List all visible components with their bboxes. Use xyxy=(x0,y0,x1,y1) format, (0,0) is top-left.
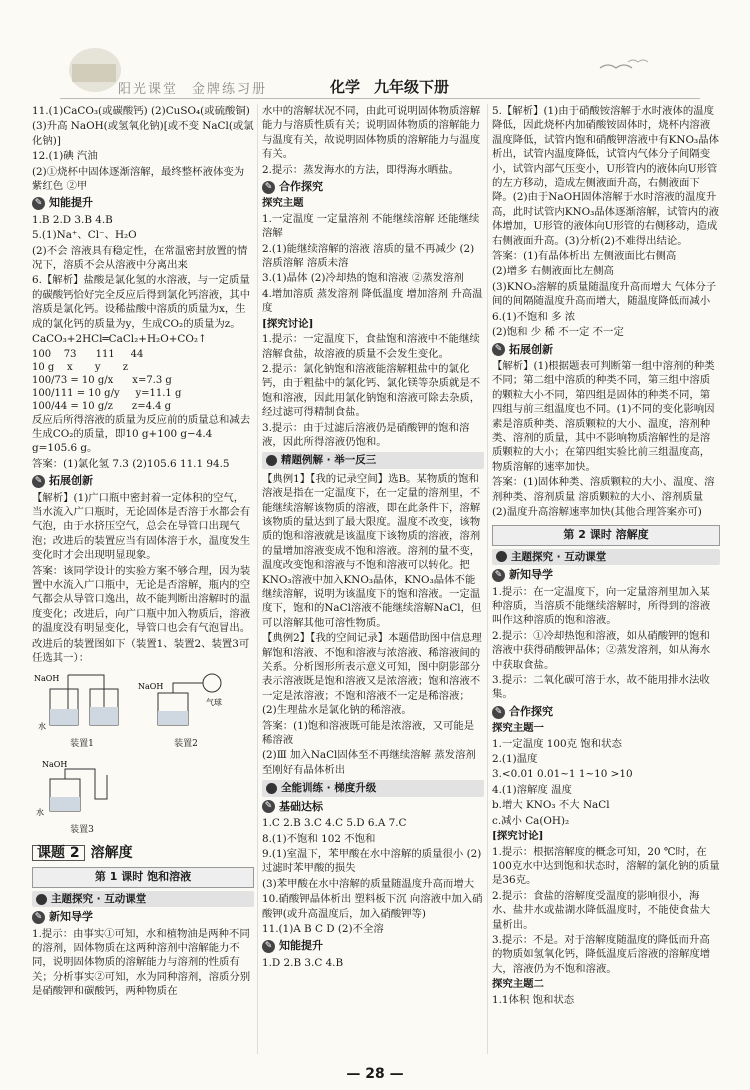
lesson-title: 第 1 课时 饱和溶液 xyxy=(32,867,254,887)
balloon-apparatus-icon xyxy=(136,669,236,731)
answer-item: 12.(1)碘 汽油 xyxy=(32,150,98,163)
answer-item: 2.(1)温度 xyxy=(492,753,538,766)
answer-item: 答案：该同学设计的实验方案不够合理，因为装置中水流入广口瓶中，无论是否溶解，瓶内的空气都会从导管口逸出，故不能判断出溶解时的温度变化；改进后，向广口瓶中加入物质后，溶液的温度没有明显变化，导管口也会有气泡冒出。 xyxy=(32,564,251,635)
answer-item: (2)不会 溶液具有稳定性，在常温密封放置的情况下，溶质不会从溶液中分离出来 xyxy=(32,244,248,272)
pen-icon: ✎ xyxy=(262,181,275,194)
answer-item: 1.提示：在一定温度下，向一定量溶剂里加入某种溶质，当溶质不能继续溶解时，所得到的溶液叫作这种溶质的饱和溶液。 xyxy=(492,585,711,627)
answer-item: 2.(1)能继续溶解的溶液 溶质的量不再减少 (2)溶质溶解 溶质未溶 xyxy=(262,242,475,270)
pen-icon: ✎ xyxy=(262,940,275,953)
answer-item: (2)饱和 少 稀 不一定 不一定 xyxy=(492,326,624,339)
section-bar: 全能训练 · 梯度升级 xyxy=(262,780,484,796)
pen-icon: ✎ xyxy=(32,197,45,210)
answer-item: 3.(1)晶体 (2)冷却热的饱和溶液 ②蒸发溶剂 xyxy=(262,272,464,285)
section-bar: 主题探究 · 互动课堂 xyxy=(32,891,254,907)
svg-text:水: 水 xyxy=(38,722,46,732)
section-heading: ✎ 合作探究 xyxy=(262,180,484,194)
answer-item: 答案：(1)氯化氢 7.3 (2)105.6 11.1 94.5 xyxy=(32,457,230,470)
answer-item: 3.提示：由于过滤后溶液仍是硝酸钾的饱和溶液，因此所得溶液仍饱和。 xyxy=(262,421,470,448)
answer-item: 1.提示：由事实①可知，水和植物油是两种不同的溶剂，固体物质在这两种溶剂中溶解能力不同，说明固体物质的溶解能力与溶剂的性质有关；分析事实②可知，水为同种溶剂，溶质分别是硝酸钾和碳酸钙，两种物质在 xyxy=(32,927,251,998)
lesson-title: 第 2 课时 溶解度 xyxy=(492,525,720,545)
column-left xyxy=(32,104,254,1064)
subject-title: 化学 九年级下册 xyxy=(330,78,450,96)
svg-text:NaOH: NaOH xyxy=(42,760,68,770)
column-divider xyxy=(257,104,258,1054)
answer-item: 1.1体积 饱和状态 xyxy=(492,993,575,1006)
answer-item: (3)KNO₃溶解的质量随温度升高而增大 气体分子间的间隔随温度升高而增大，随温度降低而减小 xyxy=(492,280,717,308)
apparatus-1: NaOH 水 装置1 xyxy=(32,669,132,751)
answer-item: (3)升高 NaOH(或氢氧化钠)[或不变 NaCl(或氯化钠)] xyxy=(32,120,254,147)
answer-item: c.减小 Ca(OH)₂ xyxy=(492,814,570,827)
answer-item: (2)温度升高溶解速率加快(其他合理答案亦可) xyxy=(492,505,702,518)
section-heading: ✎ 知能提升 xyxy=(32,196,254,210)
answer-item: (2)①烧杯中固体逐渐溶解，最终整杯液体变为紫红色 ②甲 xyxy=(32,165,245,193)
answer-item: 6.【解析】盐酸是氯化氢的水溶液，与一定质量的碳酸钙恰好完全反应后得到氯化钙溶液，其中溶质是氯化钙。设稀盐酸中溶质的质量为x，生成的氯化钙的质量为y，生成CO₂的质量为z。 xyxy=(32,274,251,330)
section-bar: 主题探究 · 互动课堂 xyxy=(492,549,720,565)
subheading: 探究主题一 xyxy=(492,722,544,735)
topic-heading: 课题 2 溶解度 xyxy=(32,845,254,861)
answer-item: (2)增多 右侧液面比左侧高 xyxy=(492,265,614,278)
answer-item: 3.提示：不是。对于溶解度随温度的降低而升高的物质如氢氧化钙，降低温度后溶液的溶解度增大，溶液仍为不饱和溶液。 xyxy=(492,933,711,975)
svg-text:NaOH: NaOH xyxy=(34,674,60,684)
apparatus-3: NaOH 水 装置3 xyxy=(32,755,132,837)
answer-item: 4.(1)溶解度 温度 xyxy=(492,783,572,796)
answer-item: 5.【解析】(1)由于硝酸铵溶解于水时液体的温度降低，因此烧杯内加硝酸铵固体时，烧杯内溶液温度降低，试管内饱和硝酸钾溶液中有KNO₃晶体析出，试管内温度降低，试管内气体分子间隔变小，试管内部气压变小，U形管内的液体向U形管的左方移动，造成左侧液面升高，右侧液面下降。(2)由于NaOH固体溶解于水时溶液的温度升高，此时试管内KNO₃晶体逐渐溶解，试管内的液体增加，U形管的液体向U形管的右侧移动，造成右侧液面升高。(3)分析(2)不难得出结论。 xyxy=(492,105,719,247)
answer-item: 【典例1】【我的记录空间】选B。某物质的饱和溶液是指在一定温度下，在一定量的溶剂里，不能继续溶解该物质的溶液，即在此条件下，溶解该物质的量达到了最大限度。温度不改变，该物质的饱和溶液就是该温度下该物质的溶液，溶剂的量增加溶液变成不饱和溶液。溶剂的量不变，温度改变饱和溶液与不饱和溶液可以转化。把KNO₃溶液中加入KNO₃晶体，KNO₃晶体不能继续溶解，说明为该温度下的饱和溶液。一定温度下，饱和的NaCl溶液不能继续溶解NaCl，但可以溶解其他可溶性物质。 xyxy=(262,472,482,629)
answer-item: 2.提示：氯化钠饱和溶液能溶解粗盐中的氯化钙，由于粗盐中的氯化钙、氯化镁等杂质就是不饱和溶液，因此用氯化钠饱和溶液可除去杂质，经过滤可得精制食盐。 xyxy=(262,362,481,419)
answer-item: 答案：(1)有晶体析出 左侧液面比右侧高 xyxy=(492,250,677,263)
answer-item: 答案：(1)饱和溶液既可能是浓溶液，又可能是稀溶液 xyxy=(262,719,475,747)
bullet-icon xyxy=(36,894,47,905)
answer-item: 2.提示：食盐的溶解度受温度的影响很小，海水、盐井水或盐湖水降低温度时，不能使食盐大量析出。 xyxy=(492,889,711,931)
section-heading: ✎ 拓展创新 xyxy=(32,474,254,488)
header-divider xyxy=(60,98,700,99)
answer-item: 改进后的装置图如下（装置1、装置2、装置3可任选其一）： xyxy=(32,637,250,664)
calculation: 100 73 111 44 10 g x y z 100/73 = 10 g/x x=7.3 g 100/111 = 10 g/y y=11.1 g 100/44 = 10 g/z z=4.4 g xyxy=(32,348,182,412)
u-tube-apparatus-icon xyxy=(32,755,132,817)
apparatus-2: NaOH 气球 装置2 xyxy=(136,669,236,751)
pen-icon: ✎ xyxy=(32,475,45,488)
subheading: 探究主题二 xyxy=(492,978,544,991)
section-heading: ✎ 合作探究 xyxy=(492,705,720,719)
section-heading: ✎ 基础达标 xyxy=(262,800,484,814)
subheading: [探究讨论] xyxy=(262,317,314,330)
answer-item: 1.提示：根据溶解度的概念可知，20 ℃时，在100克水中达到饱和状态时，溶解的氯化钠的质量是36克。 xyxy=(492,845,720,887)
column-middle xyxy=(262,104,484,1064)
bullet-icon xyxy=(266,455,277,466)
apparatus-diagrams xyxy=(32,669,254,837)
subheading: 探究主题 xyxy=(262,197,304,210)
answer-item: 6.(1)不饱和 多 浓 xyxy=(492,310,576,323)
answer-item: 【典例2】【我的空间记录】本题借助图中信息理解饱和溶液、不饱和溶液与浓溶液、稀溶液间的关系。分析图形所表示意义可知，图中阴影部分表示溶液既是饱和溶液又是浓溶液；饱和溶液不一定是浓溶液；不饱和溶液不一定是稀溶液；(2)生理盐水是氯化钠的稀溶液。 xyxy=(262,632,482,717)
section-heading: ✎ 知能提升 xyxy=(262,939,484,953)
answer-item: 1.一定温度 一定量溶剂 不能继续溶解 还能继续溶解 xyxy=(262,212,480,240)
subheading: [探究讨论] xyxy=(492,830,544,843)
section-heading: ✎ 新知导学 xyxy=(492,568,720,582)
equation: CaCO₃+2HCl═CaCl₂+H₂O+CO₂↑ xyxy=(32,333,207,346)
answer-item: 5.(1)Na⁺、Cl⁻、H₂O xyxy=(32,229,137,242)
answer-item: 【解析】(1)根据题表可判断第一组中溶剂的种类不同；第二组中溶质的种类不同，第三组中溶质的颗粒大小不同，第四组是固体的种类不同，第四组与前三组温度也不同。(1)不同的变化影响因素是溶质种类、溶质颗粒的大小、温度，溶剂种类、溶剂的质量，其中不影响物质溶解性的是溶质颗粒的大小；在第四组实验比前三组温度高，物质溶解的速率加快。 xyxy=(492,359,715,473)
section-heading: ✎ 拓展创新 xyxy=(492,343,720,357)
column-right xyxy=(492,104,720,1064)
answer-item: 反应后所得溶液的质量为反应前的质量总和减去生成CO₂的质量，即10 g+100 g−4.4 g=105.6 g。 xyxy=(32,413,251,455)
answer-item: 10.硝酸钾晶体析出 塑料板下沉 向溶液中加入硝酸钾(或升高温度后，加入硝酸钾等) xyxy=(262,893,483,920)
bullet-icon xyxy=(266,783,277,794)
answer-item: 3.提示：二氧化碳可溶于水，故不能用排水法收集。 xyxy=(492,674,710,701)
answer-item: 11.(1)CaCO₃(或碳酸钙) (2)CuSO₄(或硫酸铜) xyxy=(32,105,250,117)
answer-item: 1.B 2.D 3.B 4.B xyxy=(32,213,113,226)
svg-text:NaOH: NaOH xyxy=(138,682,164,692)
answer-item: 1.C 2.B 3.C 4.C 5.D 6.A 7.C xyxy=(262,817,407,830)
svg-text:水: 水 xyxy=(36,808,44,818)
answer-item: 1.一定温度 100克 饱和状态 xyxy=(492,737,622,750)
answer-item: 4.增加溶质 蒸发溶剂 降低温度 增加溶剂 升高温度 xyxy=(262,287,483,315)
answer-item: 1.D 2.B 3.C 4.B xyxy=(262,956,344,969)
brand-title: 阳光课堂 金牌练习册 xyxy=(118,82,268,97)
answer-item: 1.提示：一定温度下，食盐饱和溶液中不能继续溶解食盐，故溶液的质量不会发生变化。 xyxy=(262,333,480,360)
answer-item: 【解析】(1)广口瓶中密封着一定体积的空气，当水流入广口瓶时，无论固体是否溶于水都会有气泡，由于水挤压空气，总会在导管口出现气泡；改进后的装置应当有固体溶于水，温度发生变化时才会出现明显现象。 xyxy=(32,491,251,562)
page-header xyxy=(0,0,750,100)
pen-icon: ✎ xyxy=(492,706,505,719)
page-number: — 28 — xyxy=(346,1066,404,1082)
bullet-icon xyxy=(496,551,507,562)
answer-item: 8.(1)不饱和 102 不饱和 xyxy=(262,832,376,845)
answer-item: 3.<0.01 0.01~1 1~10 >10 xyxy=(492,768,633,781)
flask-apparatus-icon xyxy=(32,669,132,731)
column-divider xyxy=(487,104,488,1054)
answer-item: 水中的溶解状况不同，由此可说明固体物质溶解能力与溶质性质有关；说明固体物质的溶解能力与温度有关，故说明固体物质的溶解能力与温度有关。 xyxy=(262,105,481,161)
answer-item: 2.提示：蒸发海水的方法，即得海水晒盐。 xyxy=(262,163,459,176)
pen-icon: ✎ xyxy=(32,911,45,924)
section-bar: 精题例解 · 举一反三 xyxy=(262,452,484,468)
answer-item: (3)苯甲酸在水中溶解的质量随温度升高而增大 xyxy=(262,877,475,890)
answer-item: 答案：(1)固体种类、溶质颗粒的大小、温度、溶剂种类、溶剂质量 溶质颗粒的大小、溶剂质量 xyxy=(492,476,715,503)
section-heading: ✎ 新知导学 xyxy=(32,910,254,924)
answer-item: 2.提示：①冷却热饱和溶液，如从硝酸钾的饱和溶液中获得硝酸钾晶体；②蒸发溶剂，如从海水中获取食盐。 xyxy=(492,629,711,671)
answer-item: 9.(1)室温下，苯甲酸在水中溶解的质量很小 (2)过滤时苯甲酸的损失 xyxy=(262,847,482,875)
answer-item: b.增大 KNO₃ 不大 NaCl xyxy=(492,799,610,812)
answer-item: 11.(1)A B C D (2)不全溶 xyxy=(262,922,384,935)
pen-icon: ✎ xyxy=(492,343,505,356)
answer-item: (2)Ⅲ 加入NaCl固体至不再继续溶解 蒸发溶剂至刚好有晶体析出 xyxy=(262,749,476,776)
pen-icon: ✎ xyxy=(492,569,505,582)
pen-icon: ✎ xyxy=(262,800,275,813)
svg-text:气球: 气球 xyxy=(206,698,222,708)
